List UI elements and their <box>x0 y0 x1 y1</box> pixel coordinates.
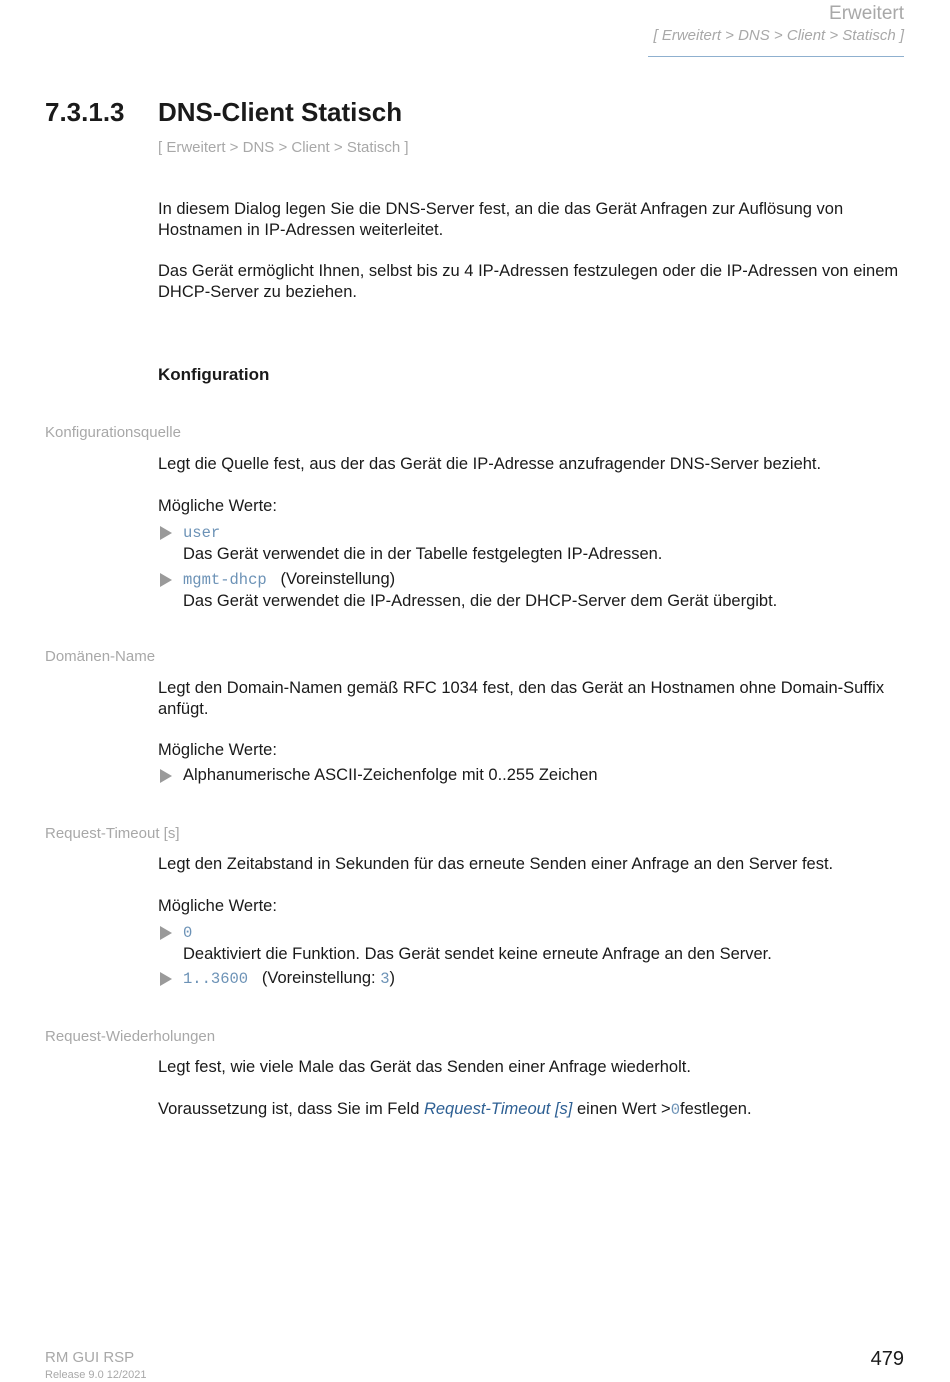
header-divider <box>648 56 904 57</box>
value-code: 1..3600 <box>183 970 249 988</box>
list-item <box>158 522 904 565</box>
value-note: (Voreinstellung) <box>280 570 396 588</box>
param-desc-timeout: Legt den Zeitabstand in Sekunden für das erneute Senden einer Anfrage an den Server fest. <box>158 855 834 873</box>
value-code: mgmt-dhcp <box>183 571 267 589</box>
list-item <box>158 968 904 990</box>
param-desc-retries: Legt fest, wie viele Male das Gerät das Senden einer Anfrage wiederholt. <box>158 1058 691 1076</box>
list-item <box>158 569 904 612</box>
running-header-title: Erweitert <box>829 3 904 24</box>
triangle-bullet-icon <box>160 573 172 587</box>
value-description: Alphanumerische ASCII-Zeichenfolge mit 0..255 Zeichen <box>183 766 598 784</box>
requirement-text-a: Voraussetzung ist, dass Sie im Feld <box>158 1100 424 1118</box>
triangle-bullet-icon <box>160 926 172 940</box>
param-desc-source: Legt die Quelle fest, aus der das Gerät die IP-Adresse anzufragender DNS-Server bezieht. <box>158 455 822 473</box>
value-description: Deaktiviert die Funktion. Das Gerät sendet keine erneute Anfrage an den Server. <box>183 945 772 963</box>
possible-values-label: Mögliche Werte: <box>158 897 277 915</box>
value-note-end: ) <box>389 969 396 987</box>
requirement-text-b: einen Wert > <box>572 1100 671 1118</box>
footer-release: Release 9.0 12/2021 <box>45 1369 147 1381</box>
triangle-bullet-icon <box>160 972 172 986</box>
param-label-retries: Request-Wiederholungen <box>45 1028 216 1045</box>
list-item <box>158 922 904 965</box>
list-item <box>158 765 904 786</box>
triangle-bullet-icon <box>160 769 172 783</box>
value-description: Das Gerät verwendet die in der Tabelle festgelegten IP-Adressen. <box>183 545 663 563</box>
param-label-timeout: Request-Timeout [s] <box>45 825 180 842</box>
possible-values-label: Mögliche Werte: <box>158 497 277 515</box>
possible-values-label: Mögliche Werte: <box>158 741 277 759</box>
running-header-path: [ Erweitert > DNS > Client > Statisch ] <box>653 27 904 44</box>
param-label-source: Konfigurationsquelle <box>45 424 181 441</box>
value-code: 0 <box>183 924 193 942</box>
footer-document-name: RM GUI RSP <box>45 1349 135 1366</box>
triangle-bullet-icon <box>160 526 172 540</box>
value-code: user <box>183 524 221 542</box>
configuration-heading: Konfiguration <box>158 365 270 384</box>
request-timeout-link[interactable]: Request-Timeout [s] <box>423 1100 573 1118</box>
value-note: (Voreinstellung: <box>261 969 381 987</box>
requirement-text <box>158 1099 904 1121</box>
value-description: Das Gerät verwendet die IP-Adressen, die der DHCP-Server dem Gerät übergibt. <box>183 592 778 610</box>
intro-paragraph-1: In diesem Dialog legen Sie die DNS-Server fest, an die das Gerät Anfragen zur Auflösung von Hostnamen in IP-Adressen weiterleitet. <box>158 200 844 239</box>
requirement-text-c: festlegen. <box>680 1100 752 1118</box>
page-number: 479 <box>870 1348 904 1370</box>
param-desc-domain: Legt den Domain-Namen gemäß RFC 1034 fest, den das Gerät an Hostnamen ohne Domain-Suffix anfügt. <box>158 679 885 718</box>
section-breadcrumb: [ Erweitert > DNS > Client > Statisch ] <box>158 139 409 156</box>
section-number: 7.3.1.3 <box>45 97 125 127</box>
intro-paragraph-2: Das Gerät ermöglicht Ihnen, selbst bis zu 4 IP-Adressen festzulegen oder die IP-Adressen von einem DHCP-Server zu beziehen. <box>158 262 899 301</box>
section-title: DNS-Client Statisch <box>158 97 403 127</box>
requirement-value-code: 0 <box>670 1101 680 1119</box>
default-value-code: 3 <box>380 970 390 988</box>
param-label-domain: Domänen-Name <box>45 648 156 665</box>
